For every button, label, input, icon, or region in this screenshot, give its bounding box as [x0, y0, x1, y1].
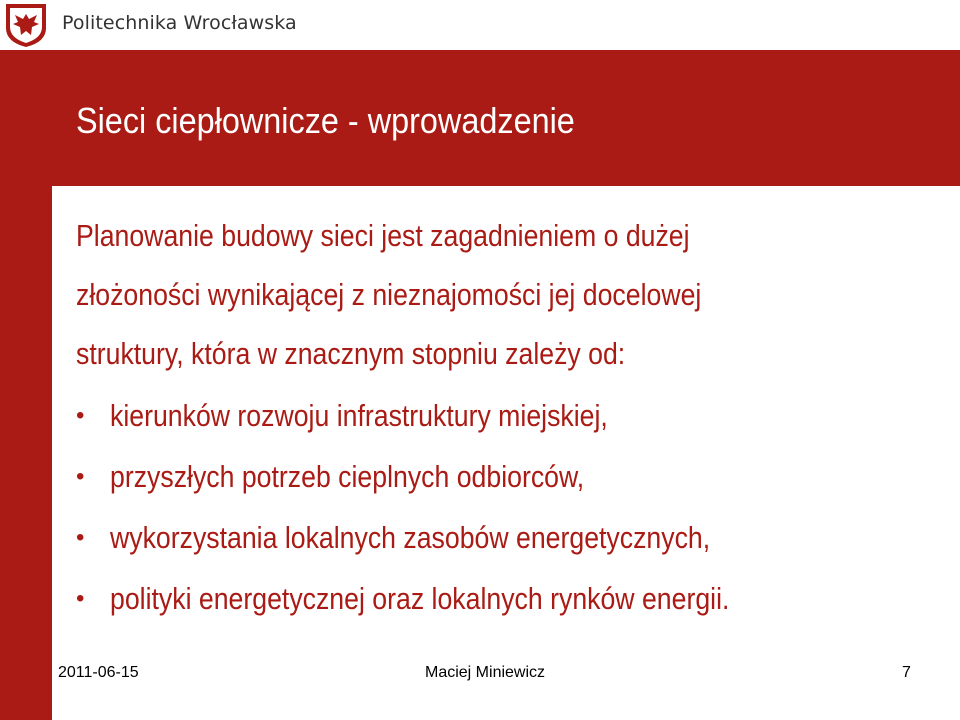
intro-line: złożoności wynikającej z nieznajomości jej docelowej — [76, 277, 702, 312]
slide-content — [76, 206, 936, 629]
bullet-icon: • — [76, 463, 85, 490]
page-number: 7 — [902, 664, 911, 681]
bullet-item — [76, 385, 936, 446]
slide-title: Sieci ciepłownicze - wprowadzenie — [76, 100, 575, 141]
footer-date: 2011-06-15 — [58, 664, 139, 681]
intro-line: struktury, która w znacznym stopniu zależy od: — [76, 336, 626, 371]
bullet-icon: • — [76, 524, 85, 551]
title-band — [52, 50, 960, 186]
bullet-text: wykorzystania lokalnych zasobów energetycznych, — [110, 520, 711, 555]
org-name: Politechnika Wrocławska — [62, 12, 297, 34]
header — [0, 0, 960, 50]
left-accent-bar — [0, 50, 52, 720]
bullet-item — [76, 507, 936, 568]
bullet-item — [76, 568, 936, 629]
eagle-shield-icon — [4, 2, 48, 48]
bullet-text: przyszłych potrzeb cieplnych odbiorców, — [110, 459, 585, 494]
bullet-icon: • — [76, 402, 85, 429]
bullet-text: polityki energetycznej oraz lokalnych rynków energii. — [110, 581, 730, 616]
bullet-icon: • — [76, 585, 85, 612]
footer-author: Maciej Miniewicz — [425, 664, 546, 681]
bullet-list — [76, 385, 936, 629]
intro-paragraph — [76, 206, 850, 383]
bullet-text: kierunków rozwoju infrastruktury miejskiej, — [110, 398, 608, 433]
footer — [52, 650, 960, 700]
intro-line: Planowanie budowy sieci jest zagadnieniem o dużej — [76, 218, 690, 253]
bullet-item — [76, 446, 936, 507]
